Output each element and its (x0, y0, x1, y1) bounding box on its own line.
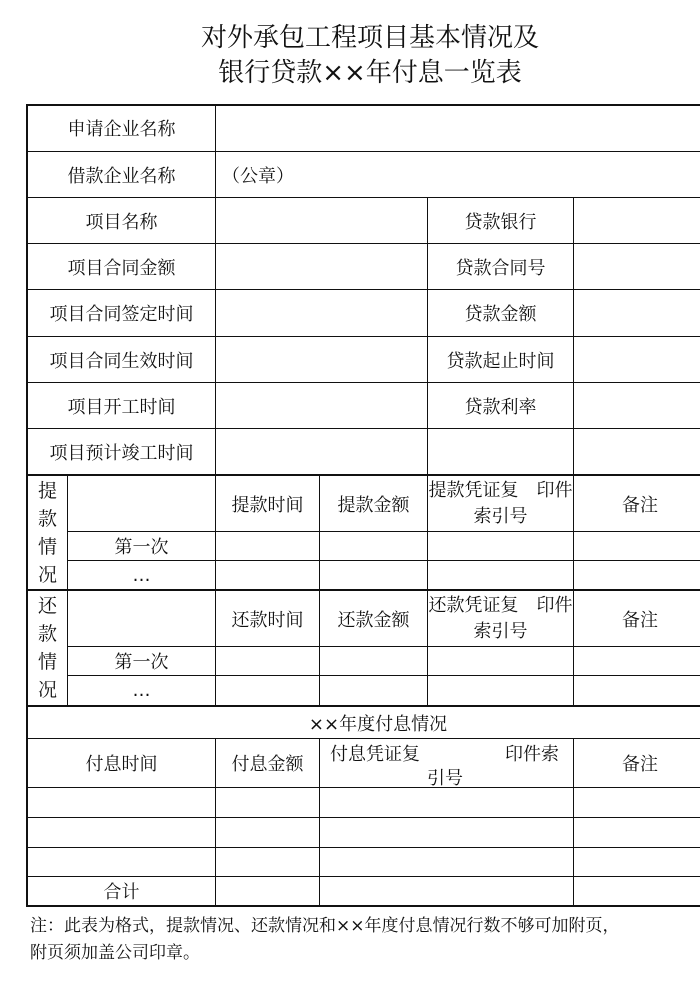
table-title-line1: 对外承包工程项目基本情况及 (200, 23, 539, 53)
footnote-line2: 附页须加盖公司印章。 (30, 943, 200, 963)
header-withdraw-remark: 备注 (622, 494, 658, 516)
label-loan-period: 贷款起止时间 (446, 350, 555, 372)
withdraw-char: 提 (37, 479, 57, 502)
withdraw-row-ellipsis: … (132, 564, 151, 586)
withdraw-char: 况 (37, 563, 57, 586)
label-borrower: 借款企业名称 (67, 165, 176, 187)
header-interest-amount: 付息金额 (231, 754, 304, 775)
header-interest-remark: 备注 (622, 754, 658, 775)
withdraw-char: 情 (37, 535, 57, 558)
withdraw-section-label (28, 476, 67, 589)
column-line (573, 738, 574, 905)
table-bottom-border (26, 905, 700, 907)
seal-field: （公章） (222, 165, 294, 187)
header-repay-time: 还款时间 (231, 609, 304, 631)
table-title-line2: 银行贷款××年付息一览表 (218, 58, 522, 88)
withdraw-char: 款 (37, 507, 57, 530)
header-withdraw-time: 提款时间 (231, 494, 304, 516)
label-contract-amount: 项目合同金额 (67, 257, 176, 279)
header-repay-voucher: 还款凭证复 印件索引号 (428, 594, 573, 642)
header-interest-voucher-part2: 印件索 (505, 744, 559, 765)
header-interest-voucher-part3: 引号 (427, 768, 463, 789)
repay-char: 还 (37, 595, 57, 617)
label-loan-amount: 贷款金额 (464, 304, 537, 325)
row-line (26, 787, 700, 788)
repay-section-label (28, 591, 67, 705)
header-repay-amount: 还款金额 (337, 609, 410, 631)
repay-char: 情 (37, 651, 57, 673)
header-repay-remark: 备注 (622, 609, 658, 631)
footnote-line1: 注：此表为格式，提款情况、还款情况和××年度付息情况行数不够可加附页， (30, 916, 620, 936)
withdraw-row-first: 第一次 (114, 537, 169, 558)
interest-section-header: ××年度付息情况 (308, 713, 448, 735)
label-loan-contract-no: 贷款合同号 (455, 257, 546, 279)
label-completion-time: 项目预计竣工时间 (49, 442, 194, 464)
column-line (319, 738, 320, 905)
header-withdraw-amount: 提款金额 (337, 494, 410, 516)
repay-row-ellipsis: … (132, 680, 151, 701)
label-contract-sign-time: 项目合同签定时间 (49, 304, 194, 325)
column-line (573, 197, 574, 474)
label-loan-bank: 贷款银行 (464, 211, 537, 233)
label-start-time: 项目开工时间 (67, 396, 176, 418)
column-line (573, 474, 574, 705)
row-line (26, 847, 700, 848)
repay-row-first: 第一次 (114, 652, 169, 673)
label-loan-rate: 贷款利率 (464, 396, 537, 418)
column-line (215, 104, 216, 474)
header-interest-voucher-part1: 付息凭证复 (330, 744, 420, 765)
label-applicant: 申请企业名称 (67, 119, 176, 140)
header-withdraw-voucher: 提款凭证复 印件索引号 (428, 479, 573, 527)
label-project-name: 项目名称 (85, 211, 158, 233)
header-interest-time: 付息时间 (85, 754, 158, 775)
repay-char: 况 (37, 679, 57, 701)
interest-total-label: 合计 (103, 882, 140, 903)
row-line (26, 817, 700, 818)
repay-char: 款 (37, 623, 57, 645)
label-contract-effective-time: 项目合同生效时间 (49, 350, 194, 372)
